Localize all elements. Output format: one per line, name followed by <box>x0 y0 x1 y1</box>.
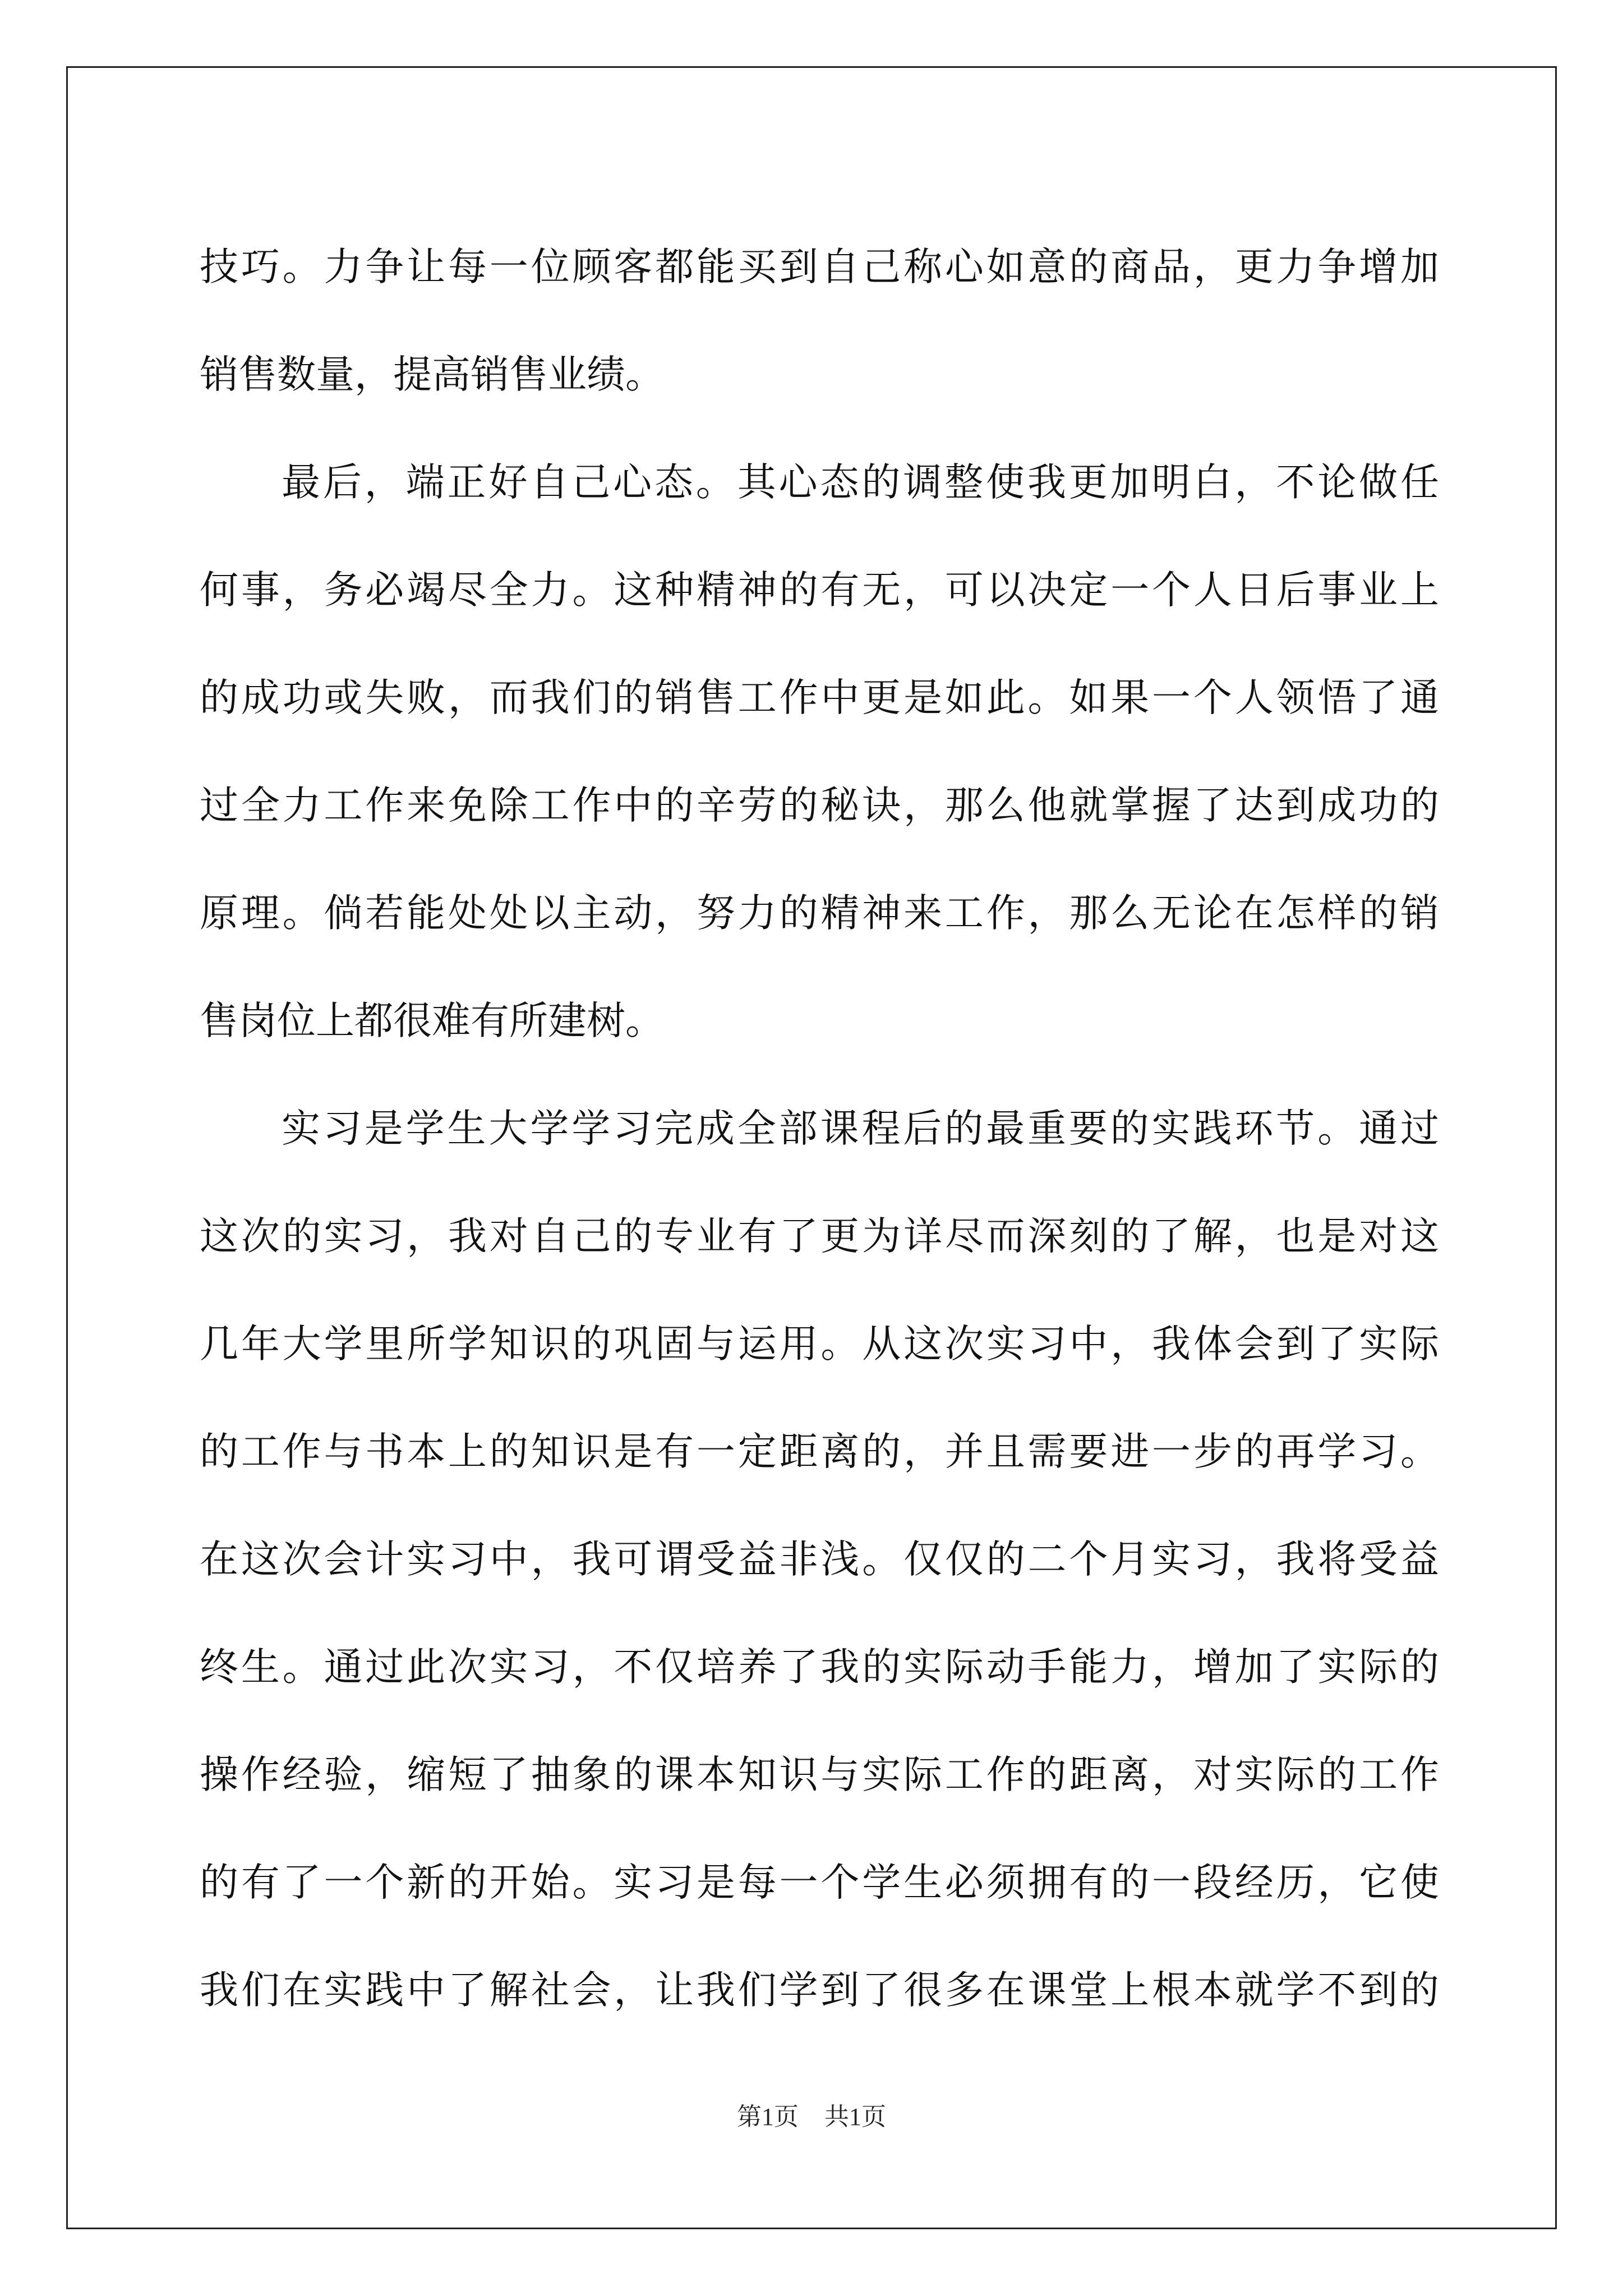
text-line: 实习是学生大学学习完成全部课程后的最重要的实践环节。通过 <box>282 1106 1439 1151</box>
text-line: 技巧。力争让每一位顾客都能买到自己称心如意的商品，更力争增加 <box>200 245 1439 289</box>
text-line: 操作经验，缩短了抽象的课本知识与实际工作的距离，对实际的工作 <box>200 1752 1439 1797</box>
text-line: 的工作与书本上的知识是有一定距离的，并且需要进一步的再学习。 <box>200 1429 1439 1474</box>
text-line: 在这次会计实习中，我可谓受益非浅。仅仅的二个月实习，我将受益 <box>200 1537 1439 1582</box>
page-footer <box>0 2100 1623 2134</box>
text-line: 原理。倘若能处处以主动，努力的精神来工作，那么无论在怎样的销 <box>200 891 1439 936</box>
page-number: 第1页 <box>737 2103 799 2131</box>
text-line: 我们在实践中了解社会，让我们学到了很多在课堂上根本就学不到的 <box>200 1968 1439 2013</box>
text-line: 销售数量，提高销售业绩。 <box>200 352 664 397</box>
text-line: 的有了一个新的开始。实习是每一个学生必须拥有的一段经历，它使 <box>200 1860 1439 1905</box>
text-line: 最后，端正好自己心态。其心态的调整使我更加明白，不论做任 <box>282 460 1439 505</box>
text-line: 终生。通过此次实习，不仅培养了我的实际动手能力，增加了实际的 <box>200 1645 1439 1690</box>
text-line: 何事，务必竭尽全力。这种精神的有无，可以决定一个人日后事业上 <box>200 568 1439 613</box>
text-line: 售岗位上都很难有所建树。 <box>200 999 664 1043</box>
text-line: 的成功或失败，而我们的销售工作中更是如此。如果一个人领悟了通 <box>200 675 1439 720</box>
document-body <box>200 213 1439 2044</box>
text-line: 过全力工作来免除工作中的辛劳的秘诀，那么他就掌握了达到成功的 <box>200 783 1439 828</box>
text-line: 几年大学里所学知识的巩固与运用。从这次实习中，我体会到了实际 <box>200 1322 1439 1366</box>
text-line: 这次的实习，我对自己的专业有了更为详尽而深刻的了解，也是对这 <box>200 1214 1439 1259</box>
page-total: 共1页 <box>824 2103 886 2131</box>
